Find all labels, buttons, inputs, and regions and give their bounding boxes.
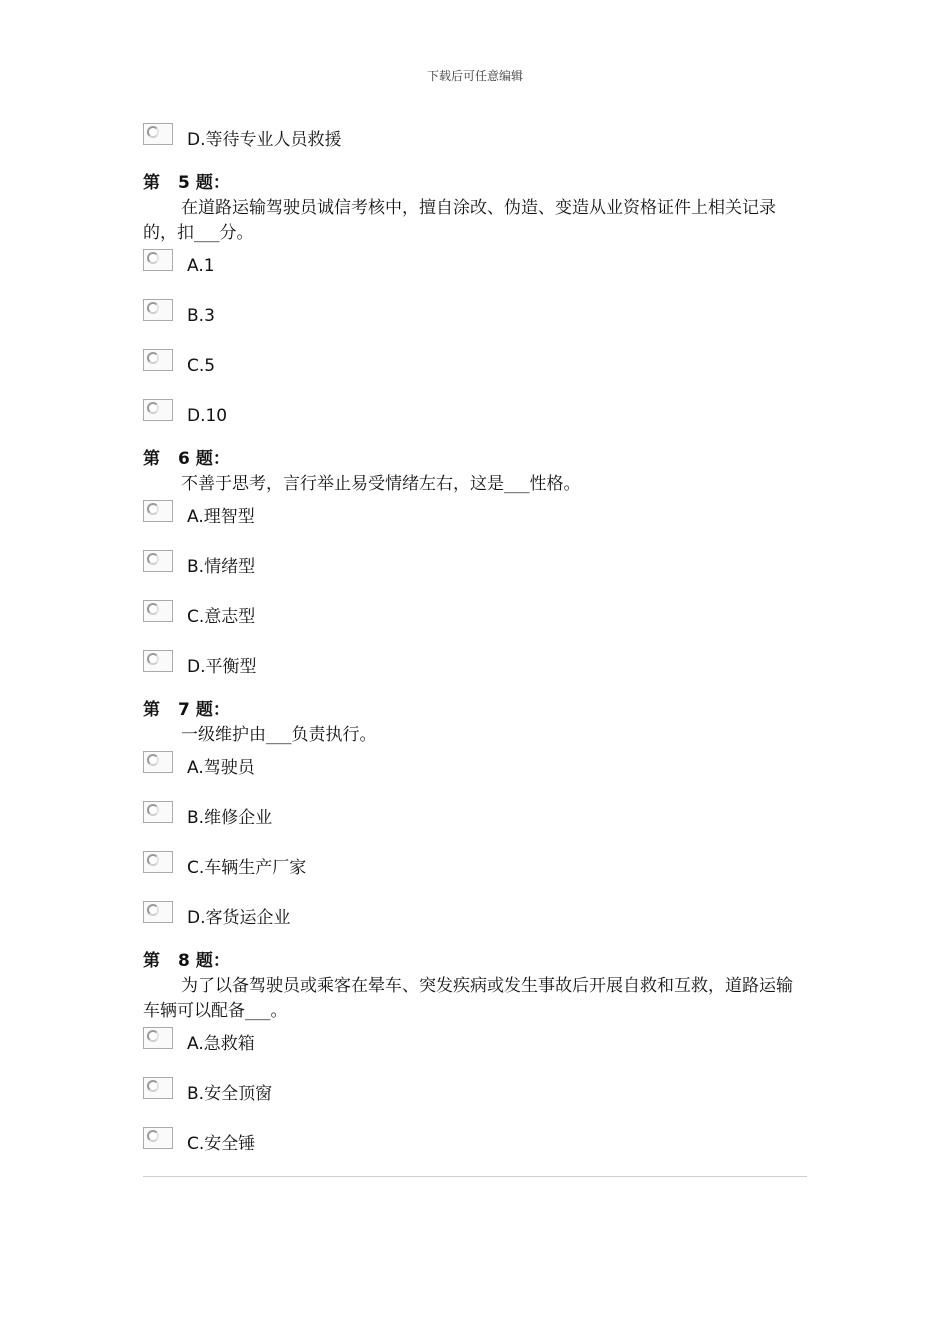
radio-button[interactable] <box>143 123 173 145</box>
option-a[interactable] <box>143 246 808 296</box>
option-label: A.驾驶员 <box>187 758 255 778</box>
option-label: C.意志型 <box>187 607 256 627</box>
question-suffix: 题： <box>195 173 230 193</box>
radio-button[interactable] <box>143 550 173 572</box>
option-label: C.车辆生产厂家 <box>187 858 307 878</box>
option-a[interactable] <box>143 748 808 798</box>
question-heading <box>143 172 808 194</box>
radio-button[interactable] <box>143 901 173 923</box>
question-suffix: 题： <box>195 449 230 469</box>
radio-button[interactable] <box>143 249 173 271</box>
question-heading <box>143 699 808 721</box>
question-number: 6 <box>178 449 190 469</box>
option-4-d[interactable] <box>143 120 808 170</box>
radio-button[interactable] <box>143 1127 173 1149</box>
option-c[interactable] <box>143 597 808 647</box>
option-label: A.急救箱 <box>187 1034 255 1054</box>
option-b[interactable] <box>143 1074 808 1124</box>
radio-button[interactable] <box>143 600 173 622</box>
question-8 <box>143 950 808 1174</box>
question-prefix: 第 <box>143 449 160 469</box>
option-a[interactable] <box>143 1024 808 1074</box>
question-heading <box>143 950 808 972</box>
radio-button[interactable] <box>143 1027 173 1049</box>
question-suffix: 题： <box>195 951 230 971</box>
question-text: 一级维护由___负责执行。 <box>181 725 377 745</box>
radio-button[interactable] <box>143 851 173 873</box>
option-d[interactable] <box>143 396 808 446</box>
question-6 <box>143 448 808 697</box>
option-c[interactable] <box>143 848 808 898</box>
option-d[interactable] <box>143 647 808 697</box>
radio-button[interactable] <box>143 801 173 823</box>
option-label: C.安全锤 <box>187 1134 256 1154</box>
question-text: 不善于思考，言行举止易受情绪左右，这是___性格。 <box>181 474 581 494</box>
radio-button[interactable] <box>143 500 173 522</box>
option-b[interactable] <box>143 296 808 346</box>
bottom-divider <box>143 1176 807 1177</box>
option-label: B.维修企业 <box>187 808 273 828</box>
radio-button[interactable] <box>143 349 173 371</box>
question-text: 在道路运输驾驶员诚信考核中，擅自涂改、伪造、变造从业资格证件上相关记录的，扣___分。 <box>143 198 776 243</box>
option-c[interactable] <box>143 346 808 396</box>
option-label: B.安全顶窗 <box>187 1084 273 1104</box>
option-d[interactable] <box>143 898 808 948</box>
radio-button[interactable] <box>143 650 173 672</box>
question-5 <box>143 172 808 446</box>
radio-button[interactable] <box>143 751 173 773</box>
option-label: A.理智型 <box>187 507 255 527</box>
option-label: D.客货运企业 <box>187 908 291 928</box>
question-prefix: 第 <box>143 700 160 720</box>
option-b[interactable] <box>143 798 808 848</box>
question-7 <box>143 699 808 948</box>
page-header: 下载后可任意编辑 <box>426 69 523 83</box>
question-prefix: 第 <box>143 951 160 971</box>
exam-content <box>143 120 808 1174</box>
option-label: D.10 <box>187 406 228 426</box>
question-number: 7 <box>178 700 190 720</box>
option-a[interactable] <box>143 497 808 547</box>
radio-button[interactable] <box>143 1077 173 1099</box>
radio-button[interactable] <box>143 399 173 421</box>
question-number: 5 <box>178 173 190 193</box>
question-text: 为了以备驾驶员或乘客在晕车、突发疾病或发生事故后开展自救和互救，道路运输车辆可以配备___。 <box>143 976 793 1021</box>
question-suffix: 题： <box>195 700 230 720</box>
question-number: 8 <box>178 951 190 971</box>
question-heading <box>143 448 808 470</box>
option-label: B.3 <box>187 306 215 326</box>
option-label: D.平衡型 <box>187 657 257 677</box>
radio-button[interactable] <box>143 299 173 321</box>
question-prefix: 第 <box>143 173 160 193</box>
option-label: B.情绪型 <box>187 557 256 577</box>
option-label: D.等待专业人员救援 <box>187 130 342 150</box>
option-label: A.1 <box>187 256 215 276</box>
option-label: C.5 <box>187 356 216 376</box>
option-b[interactable] <box>143 547 808 597</box>
option-c[interactable] <box>143 1124 808 1174</box>
